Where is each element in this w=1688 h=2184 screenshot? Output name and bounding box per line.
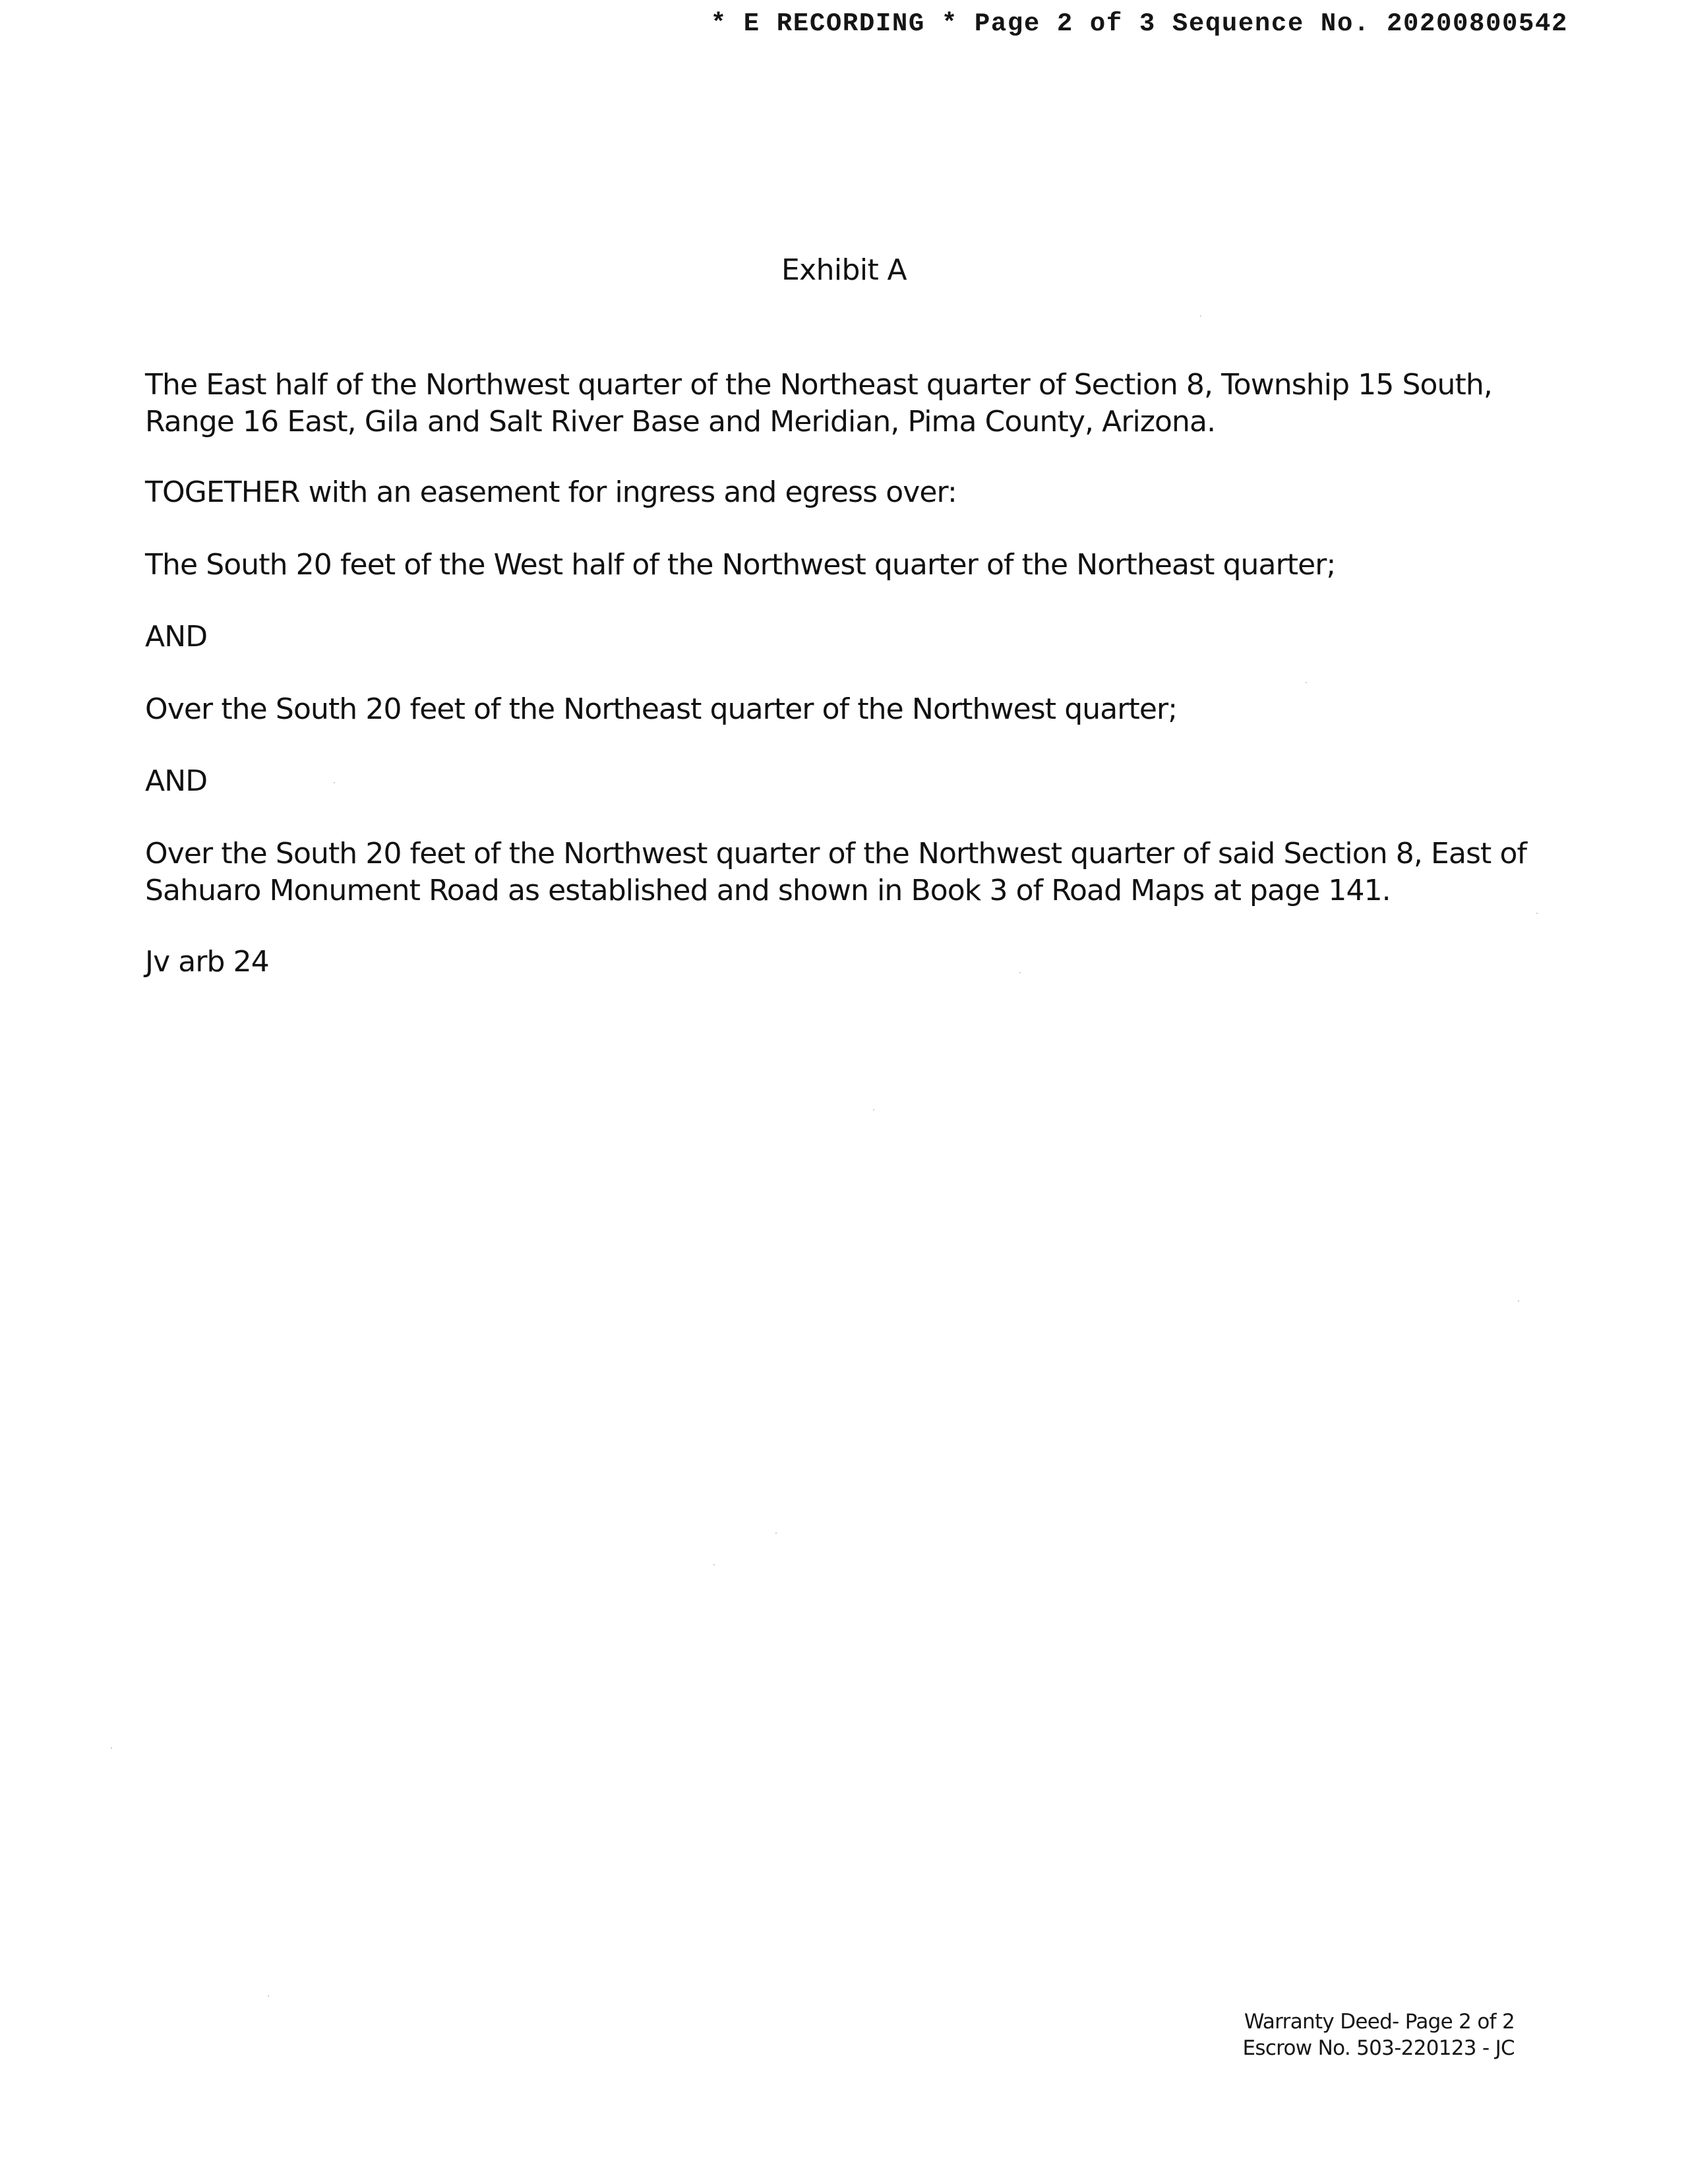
easement-west-half-paragraph: The South 20 feet of the West half of the Northwest quarter of the Northeast quarter;	[145, 548, 1336, 582]
recording-header: * E RECORDING * Page 2 of 3 Sequence No. 20200800542	[710, 9, 1568, 38]
scan-speck	[775, 1532, 777, 1534]
easement-intro-paragraph: TOGETHER with an easement for ingress and egress over:	[145, 475, 957, 509]
easement-northwest-line: Over the South 20 feet of the Northwest quarter of the Northwest quarter of said Section 8, East of	[145, 837, 1527, 870]
page-footer	[1242, 2009, 1515, 2061]
footer-escrow-number: Escrow No. 503-220123 - JC	[1242, 2036, 1515, 2060]
easement-northeast-paragraph: Over the South 20 feet of the Northeast quarter of the Northwest quarter;	[145, 692, 1178, 726]
legal-description-line: Range 16 East, Gila and Salt River Base and Meridian, Pima County, Arizona.	[145, 405, 1216, 439]
scan-speck	[1518, 1300, 1519, 1302]
exhibit-title: Exhibit A	[781, 253, 907, 287]
scan-speck	[1306, 682, 1307, 683]
scan-speck	[873, 1109, 874, 1110]
scan-speck	[1200, 315, 1201, 317]
footer-document-page: Warranty Deed- Page 2 of 2	[1244, 2010, 1515, 2034]
scan-speck	[111, 1747, 112, 1749]
scan-speck	[713, 1564, 715, 1565]
easement-northwest-paragraph	[145, 835, 1563, 909]
and-connector: AND	[145, 620, 208, 653]
legal-description-paragraph	[145, 367, 1563, 440]
scan-speck	[1536, 913, 1538, 914]
scan-speck	[268, 1995, 269, 1997]
initials: Jv arb 24	[145, 945, 269, 979]
legal-description-line: The East half of the Northwest quarter of the Northeast quarter of Section 8, Township 15 South,	[145, 368, 1492, 402]
scan-speck	[1019, 972, 1021, 973]
and-connector: AND	[145, 764, 208, 798]
easement-northwest-line: Sahuaro Monument Road as established and shown in Book 3 of Road Maps at page 141.	[145, 874, 1391, 907]
scan-speck	[334, 782, 335, 783]
